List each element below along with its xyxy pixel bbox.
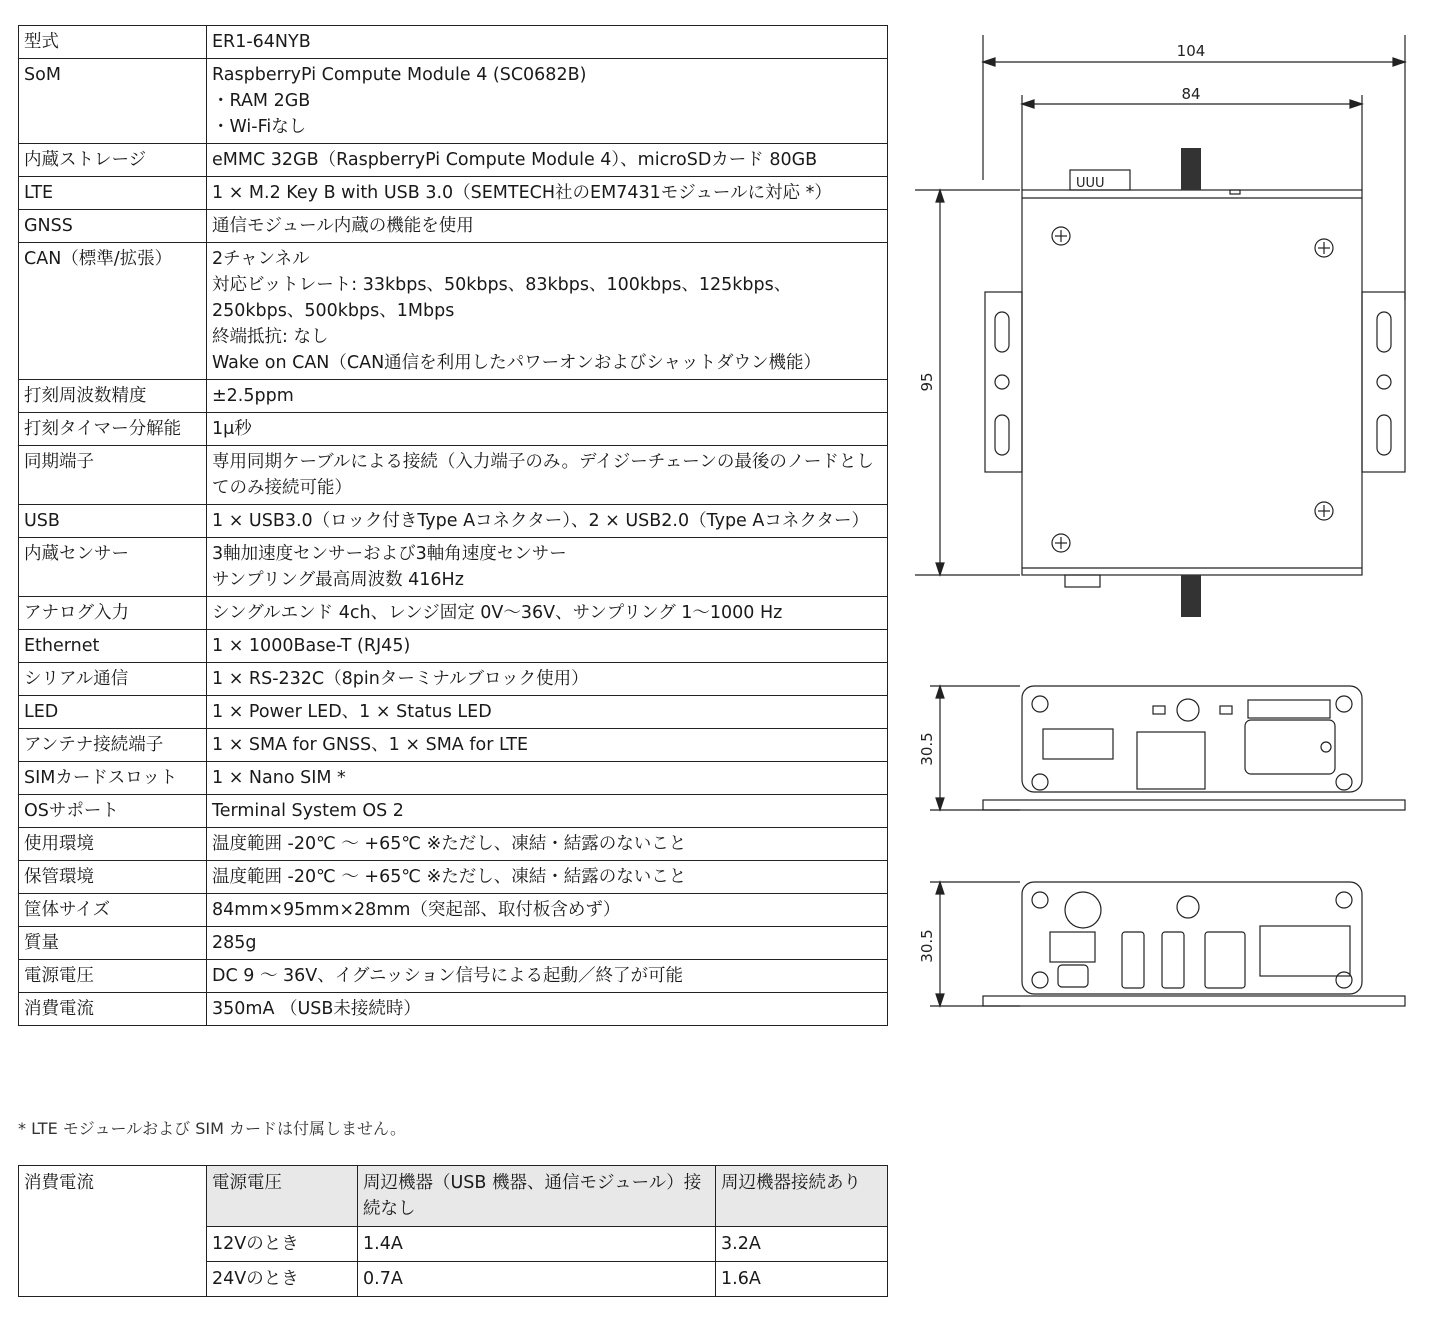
table-row bbox=[19, 144, 888, 177]
spec-value: 専用同期ケーブルによる接続（入力端子のみ。デイジーチェーンの最後のノードとしてのみ接続可能） bbox=[207, 446, 888, 505]
spec-key: 打刻タイマー分解能 bbox=[19, 413, 207, 446]
spec-key: 質量 bbox=[19, 927, 207, 960]
spec-value: 84mm×95mm×28mm（突起部、取付板含めず） bbox=[207, 894, 888, 927]
spec-key: 保管環境 bbox=[19, 861, 207, 894]
dim-front-height: 30.5 bbox=[918, 732, 936, 766]
table-row bbox=[19, 177, 888, 210]
spec-value: ±2.5ppm bbox=[207, 380, 888, 413]
spec-value: シングルエンド 4ch、レンジ固定 0V～36V、サンプリング 1～1000 Hz bbox=[207, 597, 888, 630]
spec-value: 温度範囲 -20℃ ～ +65℃ ※ただし、凍結・結露のないこと bbox=[207, 828, 888, 861]
table-row bbox=[19, 630, 888, 663]
table-row bbox=[19, 505, 888, 538]
spec-key: アナログ入力 bbox=[19, 597, 207, 630]
spec-value: Terminal System OS 2 bbox=[207, 795, 888, 828]
table-row bbox=[19, 993, 888, 1026]
dim-height: 95 bbox=[918, 372, 936, 392]
port-label: UUU bbox=[1076, 176, 1105, 191]
table-row bbox=[19, 729, 888, 762]
spec-key: 同期端子 bbox=[19, 446, 207, 505]
table-row bbox=[19, 696, 888, 729]
power-cell: 12Vのとき bbox=[207, 1227, 358, 1262]
power-header-no-peripherals: 周辺機器（USB 機器、通信モジュール）接続なし bbox=[358, 1166, 716, 1227]
spec-key: 筐体サイズ bbox=[19, 894, 207, 927]
spec-value: DC 9 ～ 36V、イグニッション信号による起動／終了が可能 bbox=[207, 960, 888, 993]
spec-key: SIMカードスロット bbox=[19, 762, 207, 795]
table-row bbox=[19, 380, 888, 413]
table-row bbox=[19, 795, 888, 828]
spec-value: 3軸加速度センサーおよび3軸角速度センサー サンプリング最高周波数 416Hz bbox=[207, 538, 888, 597]
table-row bbox=[19, 960, 888, 993]
power-cell: 1.4A bbox=[358, 1227, 716, 1262]
table-row bbox=[19, 59, 888, 144]
table-row bbox=[19, 26, 888, 59]
spec-key: USB bbox=[19, 505, 207, 538]
spec-value: 通信モジュール内蔵の機能を使用 bbox=[207, 210, 888, 243]
table-row bbox=[19, 894, 888, 927]
power-table bbox=[18, 1165, 888, 1297]
table-row bbox=[19, 927, 888, 960]
spec-value: 1 × 1000Base-T (RJ45) bbox=[207, 630, 888, 663]
table-row bbox=[19, 446, 888, 505]
spec-value: 1 × USB3.0（ロック付きType Aコネクター）、2 × USB2.0（Type Aコネクター） bbox=[207, 505, 888, 538]
spec-value: ER1-64NYB bbox=[207, 26, 888, 59]
spec-value: 285g bbox=[207, 927, 888, 960]
spec-key: SoM bbox=[19, 59, 207, 144]
power-cell: 0.7A bbox=[358, 1262, 716, 1297]
spec-key: 電源電圧 bbox=[19, 960, 207, 993]
table-row bbox=[19, 861, 888, 894]
footnote: * LTE モジュールおよび SIM カードは付属しません。 bbox=[18, 1119, 406, 1138]
spec-key: 内蔵センサー bbox=[19, 538, 207, 597]
spec-value: RaspberryPi Compute Module 4 (SC0682B) ・RAM 2GB ・Wi-Fiなし bbox=[207, 59, 888, 144]
dim-body-width: 84 bbox=[1181, 85, 1201, 103]
spec-value: 1μ秒 bbox=[207, 413, 888, 446]
power-cell: 1.6A bbox=[716, 1262, 888, 1297]
spec-key: 消費電流 bbox=[19, 993, 207, 1026]
table-row bbox=[19, 210, 888, 243]
power-header-voltage: 電源電圧 bbox=[207, 1166, 358, 1227]
spec-value: 温度範囲 -20℃ ～ +65℃ ※ただし、凍結・結露のないこと bbox=[207, 861, 888, 894]
spec-key: LTE bbox=[19, 177, 207, 210]
spec-key: 内蔵ストレージ bbox=[19, 144, 207, 177]
table-row bbox=[19, 413, 888, 446]
spec-value: 1 × Nano SIM * bbox=[207, 762, 888, 795]
spec-key: アンテナ接続端子 bbox=[19, 729, 207, 762]
power-label: 消費電流 bbox=[19, 1166, 207, 1297]
table-row bbox=[19, 243, 888, 380]
spec-key: 打刻周波数精度 bbox=[19, 380, 207, 413]
power-cell: 3.2A bbox=[716, 1227, 888, 1262]
table-row bbox=[19, 538, 888, 597]
power-header-with-peripherals: 周辺機器接続あり bbox=[716, 1166, 888, 1227]
dim-total-width: 104 bbox=[1176, 42, 1206, 60]
spec-key: OSサポート bbox=[19, 795, 207, 828]
table-row bbox=[19, 828, 888, 861]
spec-key: LED bbox=[19, 696, 207, 729]
spec-value: 1 × Power LED、1 × Status LED bbox=[207, 696, 888, 729]
spec-key: CAN（標準/拡張） bbox=[19, 243, 207, 380]
table-row bbox=[19, 597, 888, 630]
spec-value: 350mA （USB未接続時） bbox=[207, 993, 888, 1026]
spec-key: シリアル通信 bbox=[19, 663, 207, 696]
spec-table bbox=[18, 25, 888, 1026]
spec-key: GNSS bbox=[19, 210, 207, 243]
spec-key: Ethernet bbox=[19, 630, 207, 663]
spec-value: 2チャンネル 対応ビットレート: 33kbps、50kbps、83kbps、100kbps、125kbps、250kbps、500kbps、1Mbps 終端抵抗: なし Wake on CAN（CAN通信を利用したパワーオンおよびシャットダウン機能） bbox=[207, 243, 888, 380]
dimension-drawing bbox=[900, 20, 1420, 1020]
spec-value: 1 × SMA for GNSS、1 × SMA for LTE bbox=[207, 729, 888, 762]
power-cell: 24Vのとき bbox=[207, 1262, 358, 1297]
table-row bbox=[19, 663, 888, 696]
spec-key: 型式 bbox=[19, 26, 207, 59]
spec-value: 1 × RS-232C（8pinターミナルブロック使用） bbox=[207, 663, 888, 696]
spec-key: 使用環境 bbox=[19, 828, 207, 861]
table-row bbox=[19, 762, 888, 795]
spec-value: 1 × M.2 Key B with USB 3.0（SEMTECH社のEM7431モジュールに対応 *） bbox=[207, 177, 888, 210]
spec-value: eMMC 32GB（RaspberryPi Compute Module 4）、microSDカード 80GB bbox=[207, 144, 888, 177]
dim-back-height: 30.5 bbox=[918, 929, 936, 963]
